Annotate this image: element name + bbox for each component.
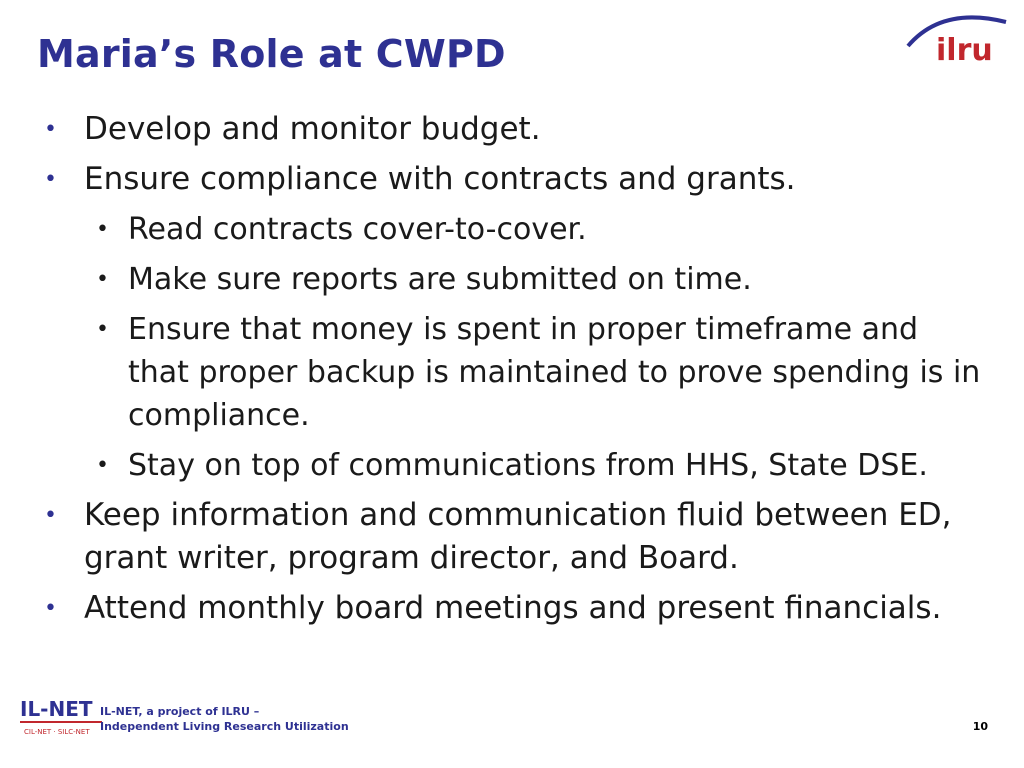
sub-list-item: • Stay on top of communications from HHS, State DSE. — [44, 444, 984, 487]
bullet-marker: • — [96, 217, 109, 242]
page-number: 10 — [972, 720, 988, 733]
bullet-marker: • — [44, 596, 57, 621]
bullet-marker: • — [44, 117, 57, 142]
list-item: • Keep information and communication fluid between ED, grant writer, program director, and Board. — [44, 494, 984, 580]
list-item: • Ensure compliance with contracts and grants. — [44, 158, 984, 201]
ilru-logo-text: ilru — [936, 33, 993, 68]
sub-list-item: • Ensure that money is spent in proper timeframe and that proper backup is maintained to prove spending is in compliance. — [44, 308, 984, 437]
bullet-list — [44, 108, 984, 637]
sub-list-item: • Make sure reports are submitted on time. — [44, 258, 984, 301]
sub-list-item: • Read contracts cover-to-cover. — [44, 208, 984, 251]
bullet-marker: • — [44, 167, 57, 192]
list-item: • Develop and monitor budget. — [44, 108, 984, 151]
il-net-logo — [18, 694, 108, 740]
il-net-logo-text: IL-NET — [20, 697, 93, 721]
il-net-sub-text: CIL-NET · SILC-NET — [24, 728, 90, 736]
bullet-marker: • — [44, 503, 57, 528]
bullet-marker: • — [96, 453, 109, 478]
bullet-marker: • — [96, 317, 109, 342]
bullet-marker: • — [96, 267, 109, 292]
slide-title: Maria’s Role at CWPD — [37, 32, 506, 76]
footer-line-2: Independent Living Research Utilization — [100, 720, 349, 733]
footer-text — [100, 704, 349, 734]
ilru-logo — [902, 8, 1012, 68]
footer-line-1: IL-NET, a project of ILRU – — [100, 705, 260, 718]
list-item: • Attend monthly board meetings and present financials. — [44, 587, 984, 630]
